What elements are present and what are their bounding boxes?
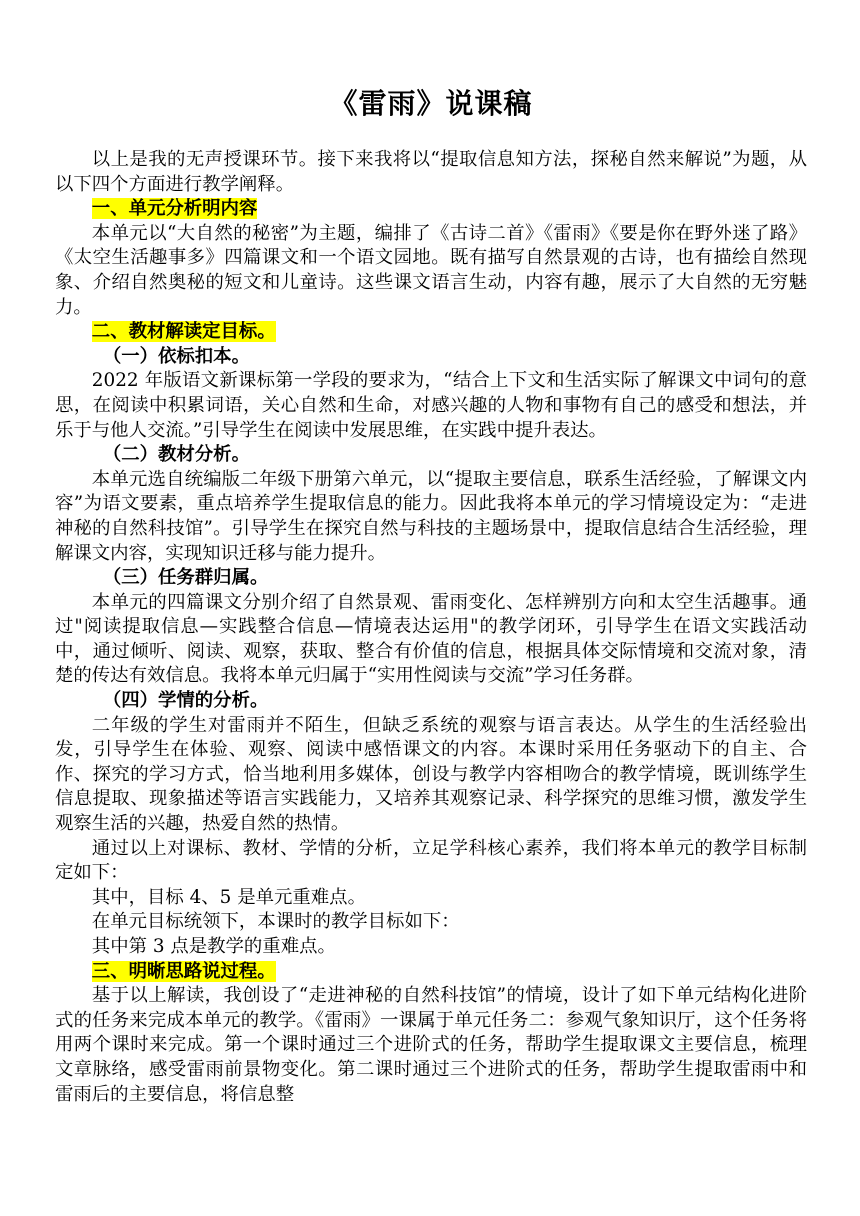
subsection-1-heading: （一）依标扣本。 [102,345,250,367]
subsection-2-paragraph: 本单元选自统编版二年级下册第六单元，以“提取主要信息，联系生活经验，了解课文内容”为语文要素，重点培养学生提取信息的能力。因此我将本单元的学习情境设定为：“走进神秘的自然科技馆”。引导学生在探究自然与科技的主题场景中，提取信息结合生活经验，理解课文内容，实现知识迁移与能力提升。 [55,468,807,564]
goal-paragraph: 通过以上对课标、教材、学情的分析，立足学科核心素养，我们将本单元的教学目标制定如下： [55,837,807,884]
goal-line-3: 其中第 3 点是教学的重难点。 [91,936,336,957]
section-3-paragraph: 基于以上解读，我创设了“走进神秘的自然科技馆”的情境，设计了如下单元结构化进阶式的任务来完成本单元的教学。《雷雨》一课属于单元任务二：参观气象知识厅，这个任务将用两个课时来完成。第一个课时通过三个进阶式的任务，帮助学生提取课文主要信息，梳理文章脉络，感受雷雨前景物变化。第二课时通过三个进阶式的任务，帮助学生提取雷雨中和雷雨后的主要信息，将信息整 [55,985,807,1105]
goal-line-1: 其中，目标 4、5 是单元重难点。 [91,886,366,908]
subsection-3-heading: （三）任务群归属。 [102,567,269,589]
subsection-2-heading: （二）教材分析。 [102,444,250,466]
intro-paragraph: 以上是我的无声授课环节。接下来我将以“提取信息知方法，探秘自然来解说”为题，从以下四个方面进行教学阐释。 [55,149,807,195]
section-1-paragraph: 本单元以“大自然的秘密”为主题，编排了《古诗二首》《雷雨》《要是你在野外迷了路》《太空生活趣事多》四篇课文和一个语文园地。既有描写自然景观的古诗，也有描绘自然现象、介绍自然奥秘的短文和儿童诗。这些课文语言生动，内容有趣，展示了大自然的无穷魅力。 [55,222,807,318]
subsection-4-paragraph: 二年级的学生对雷雨并不陌生，但缺乏系统的观察与语言表达。从学生的生活经验出发，引导学生在体验、观察、阅读中感悟课文的内容。本课时采用任务驱动下的自主、合作、探究的学习方式，恰当地利用多媒体，创设与教学内容相吻合的教学情境，既训练学生信息提取、现象描述等语言实践能力，又培养其观察记录、科学探究的思维习惯，激发学生观察生活的兴趣，热爱自然的热情。 [55,714,807,835]
section-1-heading-text: 一、单元分析明内容 [91,198,258,220]
section-2-heading [92,320,807,345]
section-3-heading [92,960,807,985]
subsection-1-paragraph: 2022 年版语文新课标第一学段的要求为，“结合上下文和生活实际了解课文中词句的意思，在阅读中积累词语，关心自然和生命，对感兴趣的人物和事物有自己的感受和想法，并乐于与他人交流。”引导学生在阅读中发展思维，在实践中提升表达。 [55,370,807,441]
subsection-3-paragraph: 本单元的四篇课文分别介绍了自然景观、雷雨变化、怎样辨别方向和太空生活趣事。通过"阅读提取信息—实践整合信息—情境表达运用"的教学闭环，引导学生在语文实践活动中，通过倾听、阅读、观察，获取、整合有价值的信息，根据具体交际情境和交流对象，清楚的传达有效信息。我将本单元归属于“实用性阅读与交流”学习任务群。 [55,591,807,687]
section-1-heading [92,197,807,222]
subsection-4-heading: （四）学情的分析。 [102,690,269,712]
section-2-heading-text: 二、教材解读定目标。 [91,321,276,343]
page-title: 《雷雨》说课稿 [329,87,533,120]
section-3-heading-text: 三、明晰思路说过程。 [91,960,276,982]
document-page [55,80,807,1107]
goal-line-2: 在单元目标统领下，本课时的教学目标如下： [91,911,460,933]
